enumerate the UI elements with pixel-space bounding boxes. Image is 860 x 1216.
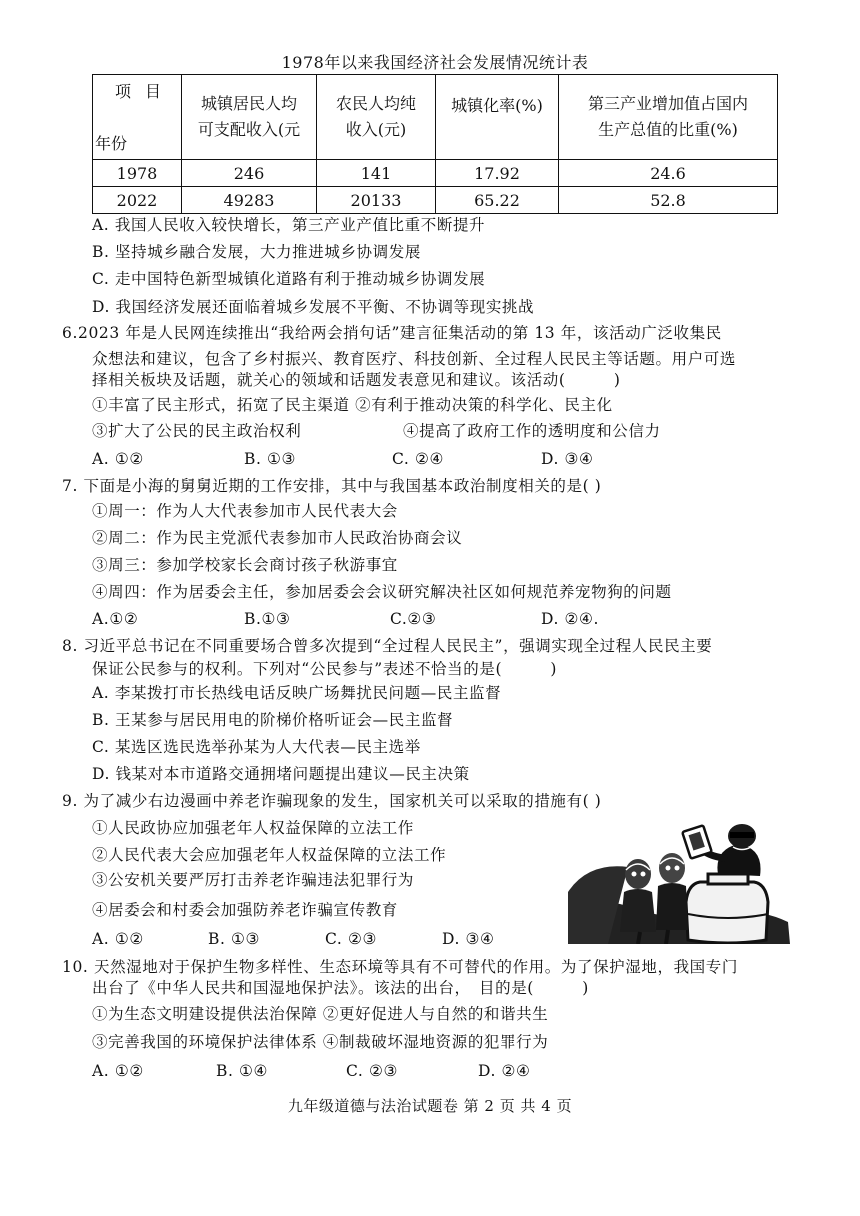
q10-option-a: A. ①② [92,1062,144,1080]
q6-item-4: ④提高了政府工作的透明度和公信力 [403,422,661,440]
table-corner-cell [93,75,182,160]
q7-stem: 7. 下面是小海的舅舅近期的工作安排，其中与我国基本政治制度相关的是( ) [62,477,602,495]
q10-option-b: B. ①④ [216,1062,269,1080]
q10-option-c: C. ②③ [346,1062,398,1080]
table-header-row [93,75,778,160]
table-row [93,187,778,214]
q7-option-d: D. ②④. [541,610,600,628]
q10-items-1-2: ①为生态文明建设提供法治保障 ②更好促进人与自然的和谐共生 [92,1005,549,1023]
q5-option-d: D. 我国经济发展还面临着城乡发展不平衡、不协调等现实挑战 [92,298,535,316]
header-farmer-income: 农民人均纯 收入(元) [317,75,436,160]
q10-stem-line-1: 10. 天然湿地对于保护生物多样性、生态环境等具有不可替代的作用。为了保护湿地，我国专门 [62,958,738,976]
page-footer: 九年级道德与法治试题卷 第 2 页 共 4 页 [287,1097,573,1115]
q7-option-b: B.①③ [244,610,291,628]
q6-stem-line-2: 众想法和建议，包含了乡村振兴、教育医疗、科技创新、全过程人民民主等话题。用户可选 [92,350,737,368]
cell-value: 24.6 [559,160,778,187]
q8-option-a: A. 李某拨打市长热线电话反映广场舞扰民问题—民主监督 [92,684,502,702]
table-title: 1978年以来我国经济社会发展情况统计表 [281,53,589,72]
q7-item-4: ④周四：作为居委会主任，参加居委会会议研究解决社区如何规范养宠物狗的问题 [92,583,672,601]
q9-option-d: D. ③④ [442,930,495,948]
q7-option-a: A.①② [92,610,139,628]
q5-option-b: B. 坚持城乡融合发展，大力推进城乡协调发展 [92,243,421,261]
header-urbanization: 城镇化率(%) [436,75,559,160]
q10-items-3-4: ③完善我国的环境保护法律体系 ④制裁破坏湿地资源的犯罪行为 [92,1033,549,1051]
q6-option-b: B. ①③ [244,450,297,468]
cell-value: 246 [182,160,317,187]
cell-value: 65.22 [436,187,559,214]
q6-stem-line-1: 6.2023 年是人民网连续推出“我给两会捎句话”建言征集活动的第 13 年，该活动广泛收集民 [62,324,722,342]
q6-item-1-2: ①丰富了民主形式，拓宽了民主渠道 ②有利于推动决策的科学化、民主化 [92,396,613,414]
elder-fraud-cartoon [568,822,790,944]
cell-value: 141 [317,160,436,187]
cell-value: 52.8 [559,187,778,214]
row-year: 1978 [93,160,182,187]
q6-option-d: D. ③④ [541,450,594,468]
q10-stem-line-2: 出台了《中华人民共和国湿地保护法》。该法的出台， 目的是( ) [92,979,589,997]
q8-option-d: D. 钱某对本市道路交通拥堵问题提出建议—民主决策 [92,765,470,783]
corner-year-label: 年份 [95,134,128,153]
q6-option-c: C. ②④ [392,450,444,468]
cell-value: 49283 [182,187,317,214]
q5-option-c: C. 走中国特色新型城镇化道路有利于推动城乡协调发展 [92,270,486,288]
cell-value: 17.92 [436,160,559,187]
q9-item-1: ①人民政协应加强老年人权益保障的立法工作 [92,819,415,837]
corner-project-label: 项目 [114,82,175,101]
q9-stem: 9. 为了减少右边漫画中养老诈骗现象的发生，国家机关可以采取的措施有( ) [62,792,602,810]
cell-value: 20133 [317,187,436,214]
q6-stem-line-3: 择相关板块及话题，就关心的领域和话题发表意见和建议。该活动( ) [92,371,621,389]
q8-option-c: C. 某选区选民选举孙某为人大代表—民主选举 [92,738,421,756]
q9-item-3: ③公安机关要严厉打击养老诈骗违法犯罪行为 [92,871,415,889]
row-year: 2022 [93,187,182,214]
q7-item-3: ③周三：参加学校家长会商讨孩子秋游事宜 [92,556,398,574]
header-tertiary-share: 第三产业增加值占国内 生产总值的比重(%) [559,75,778,160]
q7-item-2: ②周二：作为民主党派代表参加市人民政治协商会议 [92,529,463,547]
q6-option-a: A. ①② [92,450,144,468]
q9-option-b: B. ①③ [208,930,261,948]
q7-item-1: ①周一：作为人大代表参加市人民代表大会 [92,502,398,520]
statistics-table [92,74,778,214]
q5-option-a: A. 我国人民收入较快增长，第三产业产值比重不断提升 [92,216,486,234]
q8-stem-line-1: 8. 习近平总书记在不同重要场合曾多次提到“全过程人民民主”，强调实现全过程人民民主要 [62,637,713,655]
table-row [93,160,778,187]
q9-item-4: ④居委会和村委会加强防养老诈骗宣传教育 [92,901,398,919]
q9-option-a: A. ①② [92,930,144,948]
q6-item-3: ③扩大了公民的民主政治权利 [92,422,302,440]
q7-option-c: C.②③ [390,610,437,628]
header-urban-income: 城镇居民人均 可支配收入(元 [182,75,317,160]
q9-option-c: C. ②③ [325,930,377,948]
q10-option-d: D. ②④ [478,1062,531,1080]
q9-item-2: ②人民代表大会应加强老年人权益保障的立法工作 [92,846,447,864]
q8-option-b: B. 王某参与居民用电的阶梯价格听证会—民主监督 [92,711,454,729]
q8-stem-line-2: 保证公民参与的权利。下列对“公民参与”表述不恰当的是( ) [92,660,558,678]
